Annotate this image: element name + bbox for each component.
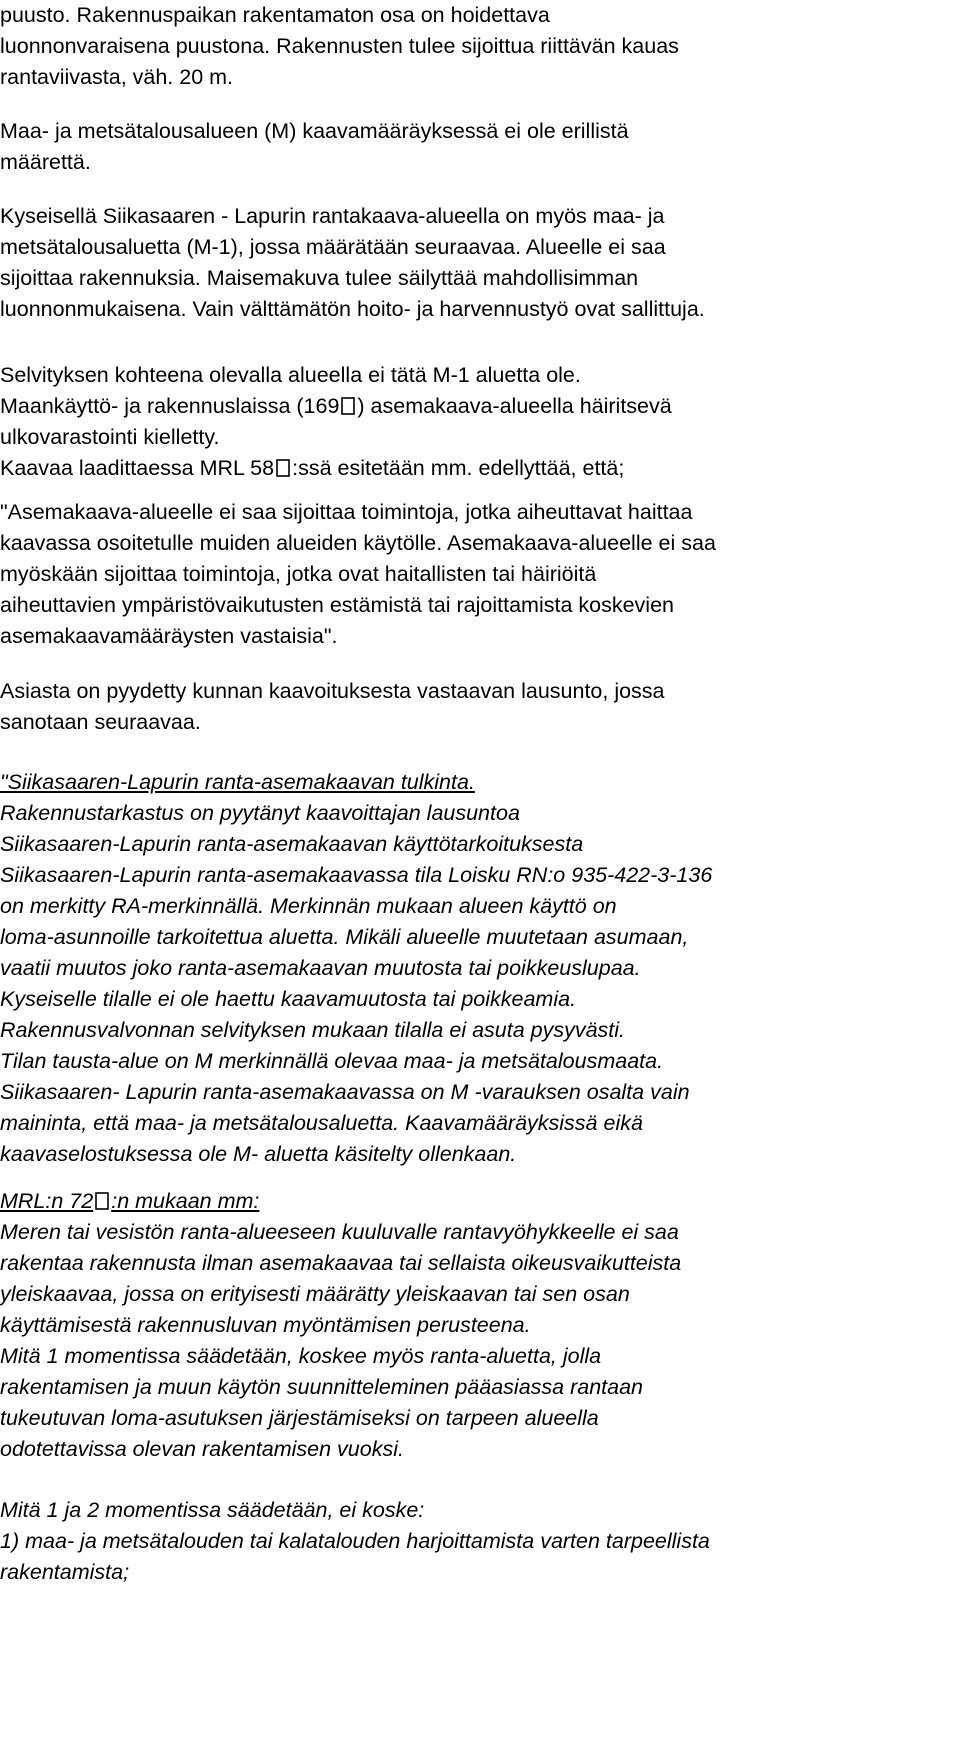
- text-line: kaavassa osoitetulle muiden alueiden käytölle. Asemakaava-alueelle ei saa: [0, 531, 716, 555]
- text-line: Rakennustarkastus on pyytänyt kaavoittajan lausuntoa: [0, 801, 520, 825]
- text-line: sijoittaa rakennuksia. Maisemakuva tulee säilyttää mahdollisimman: [0, 266, 639, 290]
- text-line: Kyseisellä Siikasaaren - Lapurin rantakaava-alueella on myös maa- ja: [0, 204, 665, 228]
- text-line: Rakennusvalvonnan selvityksen mukaan tilalla ei asuta pysyvästi.: [0, 1018, 626, 1042]
- paragraph-statement-request: [0, 676, 960, 738]
- text-segment: MRL:n 72: [0, 1189, 94, 1213]
- text-line: Siikasaaren- Lapurin ranta-asemakaavassa on M -varauksen osalta vain: [0, 1080, 690, 1104]
- text-line: metsätalousaluetta (M-1), jossa määrätään seuraavaa. Alueelle ei saa: [0, 235, 666, 259]
- text-segment: Maankäyttö- ja rakennuslaissa (169: [0, 394, 340, 418]
- text-line: Siikasaaren-Lapurin ranta-asemakaavan käyttötarkoituksesta: [0, 832, 584, 856]
- interpretation-title: "Siikasaaren-Lapurin ranta-asemakaavan tulkinta.: [0, 770, 475, 794]
- paragraph-interpretation: [0, 767, 960, 1170]
- text-line: "Asemakaava-alueelle ei saa sijoittaa toimintoja, jotka aiheuttavat haittaa: [0, 500, 693, 524]
- text-line: aiheuttavien ympäristövaikutusten estämistä tai rajoittamista koskevien: [0, 593, 674, 617]
- text-segment: :ssä esitetään mm. edellyttää, että;: [292, 456, 625, 480]
- text-line: asemakaavamääräysten vastaisia".: [0, 624, 338, 648]
- text-line: rakentamista;: [0, 1560, 130, 1584]
- section-sign-icon: [276, 459, 290, 477]
- text-line: tukeutuvan loma-asutuksen järjestämiseksi on tarpeen alueella: [0, 1406, 599, 1430]
- text-line: vaatii muutos joko ranta-asemakaavan muutosta tai poikkeuslupaa.: [0, 956, 641, 980]
- text-line: rakentamisen ja muun käytön suunnitteleminen pääasiassa rantaan: [0, 1375, 644, 1399]
- text-line: Selvityksen kohteena olevalla alueella ei tätä M-1 aluetta ole.: [0, 363, 581, 387]
- text-line: rakentaa rakennusta ilman asemakaavaa tai sellaista oikeusvaikutteista: [0, 1251, 682, 1275]
- text-segment: ) asemakaava-alueella häiritsevä: [357, 394, 672, 418]
- text-line: Asiasta on pyydetty kunnan kaavoituksesta vastaavan lausunto, jossa: [0, 679, 665, 703]
- text-line: Kyseiselle tilalle ei ole haettu kaavamuutosta tai poikkeamia.: [0, 987, 577, 1011]
- text-line: käyttämisestä rakennusluvan myöntämisen perusteena.: [0, 1313, 531, 1337]
- text-line: myöskään sijoittaa toimintoja, jotka ovat haitallisten tai häiriöitä: [0, 562, 597, 586]
- text-segment: :n mukaan mm:: [111, 1189, 260, 1213]
- text-line: on merkitty RA-merkinnällä. Merkinnän mukaan alueen käyttö on: [0, 894, 617, 918]
- paragraph-mrl72: [0, 1186, 960, 1465]
- paragraph-quote-mrl58: [0, 497, 960, 652]
- text-line-section-58: [0, 453, 960, 484]
- text-line: puusto. Rakennuspaikan rakentamaton osa on hoidettava: [0, 3, 550, 27]
- text-line: ulkovarastointi kielletty.: [0, 425, 220, 449]
- text-line: Tilan tausta-alue on M merkinnällä olevaa maa- ja metsätalousmaata.: [0, 1049, 664, 1073]
- text-line: Maa- ja metsätalousalueen (M) kaavamääräyksessä ei ole erillistä: [0, 119, 629, 143]
- section-sign-icon: [95, 1192, 109, 1210]
- text-line: loma-asunnoille tarkoitettua aluetta. Mikäli alueelle muutetaan asumaan,: [0, 925, 689, 949]
- paragraph-m1-area: [0, 201, 960, 325]
- paragraph-exceptions: [0, 1495, 960, 1588]
- paragraph-building-site: [0, 0, 960, 93]
- text-line: maininta, että maa- ja metsätalousaluetta. Kaavamääräyksissä eikä: [0, 1111, 643, 1135]
- text-line: yleiskaavaa, jossa on erityisesti määrätty yleiskaavan tai sen osan: [0, 1282, 630, 1306]
- paragraph-m-area: [0, 116, 960, 178]
- text-line: Siikasaaren-Lapurin ranta-asemakaavassa tila Loisku RN:o 935-422-3-136: [0, 863, 713, 887]
- text-line: rantaviivasta, väh. 20 m.: [0, 65, 234, 89]
- text-line-section-169: [0, 391, 960, 422]
- mrl72-title: [0, 1186, 960, 1217]
- paragraph-survey-area: [0, 360, 960, 484]
- text-line: määrettä.: [0, 150, 91, 174]
- text-segment: Kaavaa laadittaessa MRL 58: [0, 456, 275, 480]
- text-line: sanotaan seuraavaa.: [0, 710, 201, 734]
- text-line: 1) maa- ja metsätalouden tai kalatalouden harjoittamista varten tarpeellista: [0, 1529, 710, 1553]
- text-line: Meren tai vesistön ranta-alueeseen kuuluvalle rantavyöhykkeelle ei saa: [0, 1220, 679, 1244]
- text-line: Mitä 1 momentissa säädetään, koskee myös ranta-aluetta, jolla: [0, 1344, 602, 1368]
- text-line: kaavaselostuksessa ole M- aluetta käsitelty ollenkaan.: [0, 1142, 517, 1166]
- text-line: Mitä 1 ja 2 momentissa säädetään, ei koske:: [0, 1498, 425, 1522]
- section-sign-icon: [341, 397, 355, 415]
- text-line: luonnonmukaisena. Vain välttämätön hoito- ja harvennustyö ovat sallittuja.: [0, 297, 705, 321]
- text-line: odotettavissa olevan rakentamisen vuoksi.: [0, 1437, 404, 1461]
- text-line: luonnonvaraisena puustona. Rakennusten tulee sijoittua riittävän kauas: [0, 34, 679, 58]
